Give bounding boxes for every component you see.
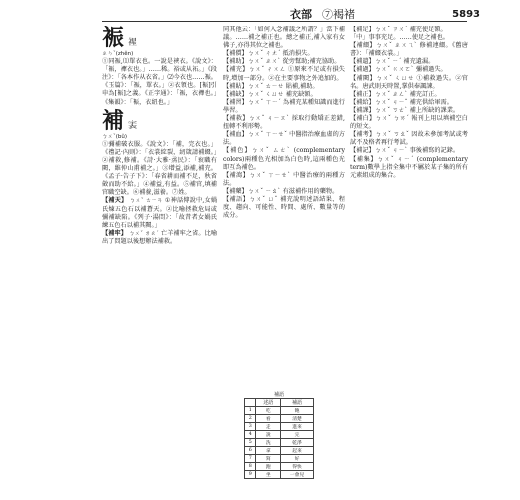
table-row — [245, 431, 314, 439]
column-1 — [102, 26, 217, 496]
cell: 寫 — [256, 455, 281, 463]
cell: 7 — [245, 455, 256, 463]
variant-form: 𧛟 — [127, 38, 137, 48]
entry-paragraph: 【補足】ㄅㄨˇ ㄗㄨˊ 補充使足額。 — [350, 26, 447, 33]
cell: 5 — [245, 439, 256, 447]
definition: ①神話傳說中,女媧氏煉五色石以補蒼天。②比喻拯救危局或彌補缺陷。《列子·湯問》：「故昔者女媧氏練五色石以補其闕。」 — [102, 197, 217, 229]
entry-paragraph: 【補白】ㄅㄨˇ ㄅㄞˊ 報刊上用以填補空白的短文。 — [350, 115, 468, 131]
definition: ①彌補破衣服。《說文》：「補，完衣也。」《禮記·內則》：「衣裳綻裂，紉箴請補綴。」②補救,修補。《詩·大雅·烝民》：「衮職有闕，維仲山甫補之。」③增益,添補,補充。《孟子·告子下》：「春省耕而補不足，秋省斂而助不給。」④補益,有益。⑤補官,填補官職空缺。⑥補養,滋養。⑦姓。 — [102, 140, 217, 197]
cell: 一會兒 — [281, 471, 314, 479]
cell: 1 — [245, 407, 256, 415]
entry-head — [102, 26, 217, 50]
entry-paragraph: 【補色】ㄅㄨˇ ㄙㄜˋ (complementary colors)兩種色光相加為白色時,這兩種色光即互為補色。 — [223, 147, 345, 171]
page-number: 5893 — [452, 8, 480, 20]
entry-paragraph: 【補藥】ㄅㄨˇ ㄧㄠˋ 有滋補作用的藥物。 — [223, 187, 339, 195]
cell: 吃 — [256, 407, 281, 415]
entry-paragraph: 【補缺】ㄅㄨˇ ㄑㄩㄝ 補充缺額。 — [223, 90, 317, 98]
cell: 洗 — [256, 439, 281, 447]
headword: 裖 — [102, 26, 125, 51]
cell: 8 — [245, 463, 256, 471]
entry-paragraph: 同其他云：「如何入念補議之所謂？」當下補議。……補之補正也。總之補正,補入家有女佛子,亦得其位之補也。 — [223, 26, 345, 50]
header-cell — [245, 399, 256, 407]
entry-paragraph: 【補血】ㄅㄨˇ ㄒㄧㄝˇ 中醫指治療血虛的方法。 — [223, 131, 345, 147]
entry-paragraph: 【補記】ㄅㄨˇ ㄐㄧˋ 事後補寫的記錄。 — [350, 147, 460, 155]
pronunciation: ㄅㄨˇ(bǔ) — [102, 133, 128, 140]
table-row — [245, 463, 314, 471]
entry-paragraph: 【補助】ㄅㄨˇ ㄓㄨˋ 從旁幫助;補充協助。 — [223, 58, 341, 66]
table-row — [245, 439, 314, 447]
headword: 補 — [102, 107, 125, 134]
table-row — [245, 455, 314, 463]
header-rule — [102, 21, 467, 22]
entry-paragraph: 【補瀉】ㄅㄨˇ ㄒㄧㄝˋ 中醫治療的兩種方法。 — [223, 171, 345, 187]
entry-paragraph: 【補考】ㄅㄨˇ ㄎㄠˇ 因故未參加考試或考試不及格者再行考試。 — [350, 131, 468, 147]
cell: 看 — [256, 415, 281, 423]
table-row — [245, 471, 314, 479]
pronunciation: ㄅㄨˇ ㄌㄠˊ — [129, 230, 159, 237]
cell: 走 — [256, 423, 281, 431]
header-cell: 補語 — [281, 399, 314, 407]
table-row — [245, 407, 314, 415]
entry-paragraph: 【補語】ㄅㄨˇ ㄩˇ 補充說明述語結果、程度、趨向、可能性、時間、處所、數量等的成分。 — [223, 195, 345, 220]
pronunciation: ㄓㄣˇ(zhěn) — [102, 51, 134, 57]
cell: 清楚 — [281, 415, 314, 423]
variant-form: 𧙶 — [127, 120, 137, 131]
cell: 好 — [281, 455, 314, 463]
entry-paragraph: 【補過】ㄅㄨˇ ㄍㄨㄛˋ 彌補過失。 — [350, 66, 447, 74]
compound-term: 【補牢】 — [102, 229, 128, 237]
entry-paragraph: 【補貼】ㄅㄨˇ ㄊㄧㄝ 貼補,補助。 — [223, 82, 319, 90]
entry-paragraph: 【補綴】ㄅㄨˇ ㄓㄨㄟˋ 修補連綴。《舊唐書》：「補綴衣裳。」 — [350, 42, 468, 58]
entry-paragraph: 【補課】ㄅㄨˇ ㄎㄜˋ 補上所缺的課業。 — [350, 106, 460, 114]
cell: 6 — [245, 447, 256, 455]
cell: 說 — [256, 431, 281, 439]
entry-paragraph: 【補習】ㄅㄨˇ ㄒㄧˊ 為補充某種知識而進行學習。 — [223, 98, 345, 114]
entry-paragraph: 【補遺】ㄅㄨˇ ㄧˊ 補充遺漏。 — [350, 58, 435, 66]
entry-paragraph: 【補給】ㄅㄨˇ ㄐㄧˇ 補充供給軍需。 — [350, 98, 453, 106]
cell: 9 — [245, 471, 256, 479]
grammar-table — [244, 398, 314, 479]
cell: 飽 — [281, 407, 314, 415]
page-header — [290, 6, 480, 22]
entry-paragraph: 【補充】ㄅㄨˇ ㄔㄨㄥ ①原來不足或有損失時,增加一部分。②在主要事物之外追加的。 — [223, 66, 345, 82]
cell: 3 — [245, 423, 256, 431]
header-cell: 述語 — [256, 399, 281, 407]
cell: 2 — [245, 415, 256, 423]
table-header-row — [245, 399, 314, 407]
radical-strokes: ⑦褐褚 — [322, 8, 355, 21]
definition: ①同裖,⑴單衣也。一說是裌衣。《說文》：「裖，襌衣也。」……稀。裕或从祏。」《段注》：「各本作从衣省。」⑵今衣也……裖。《玉篇》：「裖，單衣。」②衣領也。[裖]引申為[裖]之義。《正字通》：「裖，衣襌也。」《集韻》：「裖，衣紐也。」 — [102, 58, 217, 106]
entry-paragraph: 【補救】ㄅㄨˇ ㄐㄧㄡˋ 採取行動矯正差錯,扭轉不利形勢。 — [223, 115, 345, 131]
cell: 乾淨 — [281, 439, 314, 447]
table-caption: 補語 — [273, 392, 284, 398]
entry-paragraph: 【補闕】ㄅㄨˇ ㄑㄩㄝ ①補救過失。②官名。唐武則天時置,掌供奉諷諫。 — [350, 74, 468, 90]
cell: 完 — [281, 431, 314, 439]
cell: 進來 — [281, 423, 314, 431]
cell: 拿 — [256, 447, 281, 455]
compound-term: 【補天】 — [102, 197, 128, 205]
table-row — [245, 447, 314, 455]
definition: 亡羊補牢之省。比喻出了問題以後想辦法補救。 — [102, 229, 217, 245]
entry-paragraph: 「中」事事充足。……使足之補也。 — [350, 34, 449, 42]
cell: 得快 — [281, 463, 314, 471]
cell: 起來 — [281, 447, 314, 455]
table-row — [245, 415, 314, 423]
entry-paragraph: 【補正】ㄅㄨˇ ㄓㄥˋ 補充訂正。 — [350, 90, 441, 98]
entry-paragraph: 【補償】ㄅㄨˇ ㄔㄤˊ 抵消損失。 — [223, 50, 314, 58]
cell: 4 — [245, 431, 256, 439]
entry-paragraph: 【補集】ㄅㄨˇ ㄐㄧˊ (complementary term)數學上指全集中不屬於某子集的所有元素組成的集合。 — [350, 155, 468, 179]
cell: 坐 — [256, 471, 281, 479]
pronunciation: ㄅㄨˇ ㄊㄧㄢ — [129, 198, 163, 205]
section-title: 衣部 — [290, 8, 312, 21]
cell: 跑 — [256, 463, 281, 471]
table-row — [245, 423, 314, 431]
entry-head — [102, 109, 217, 133]
column-3 — [350, 26, 468, 496]
